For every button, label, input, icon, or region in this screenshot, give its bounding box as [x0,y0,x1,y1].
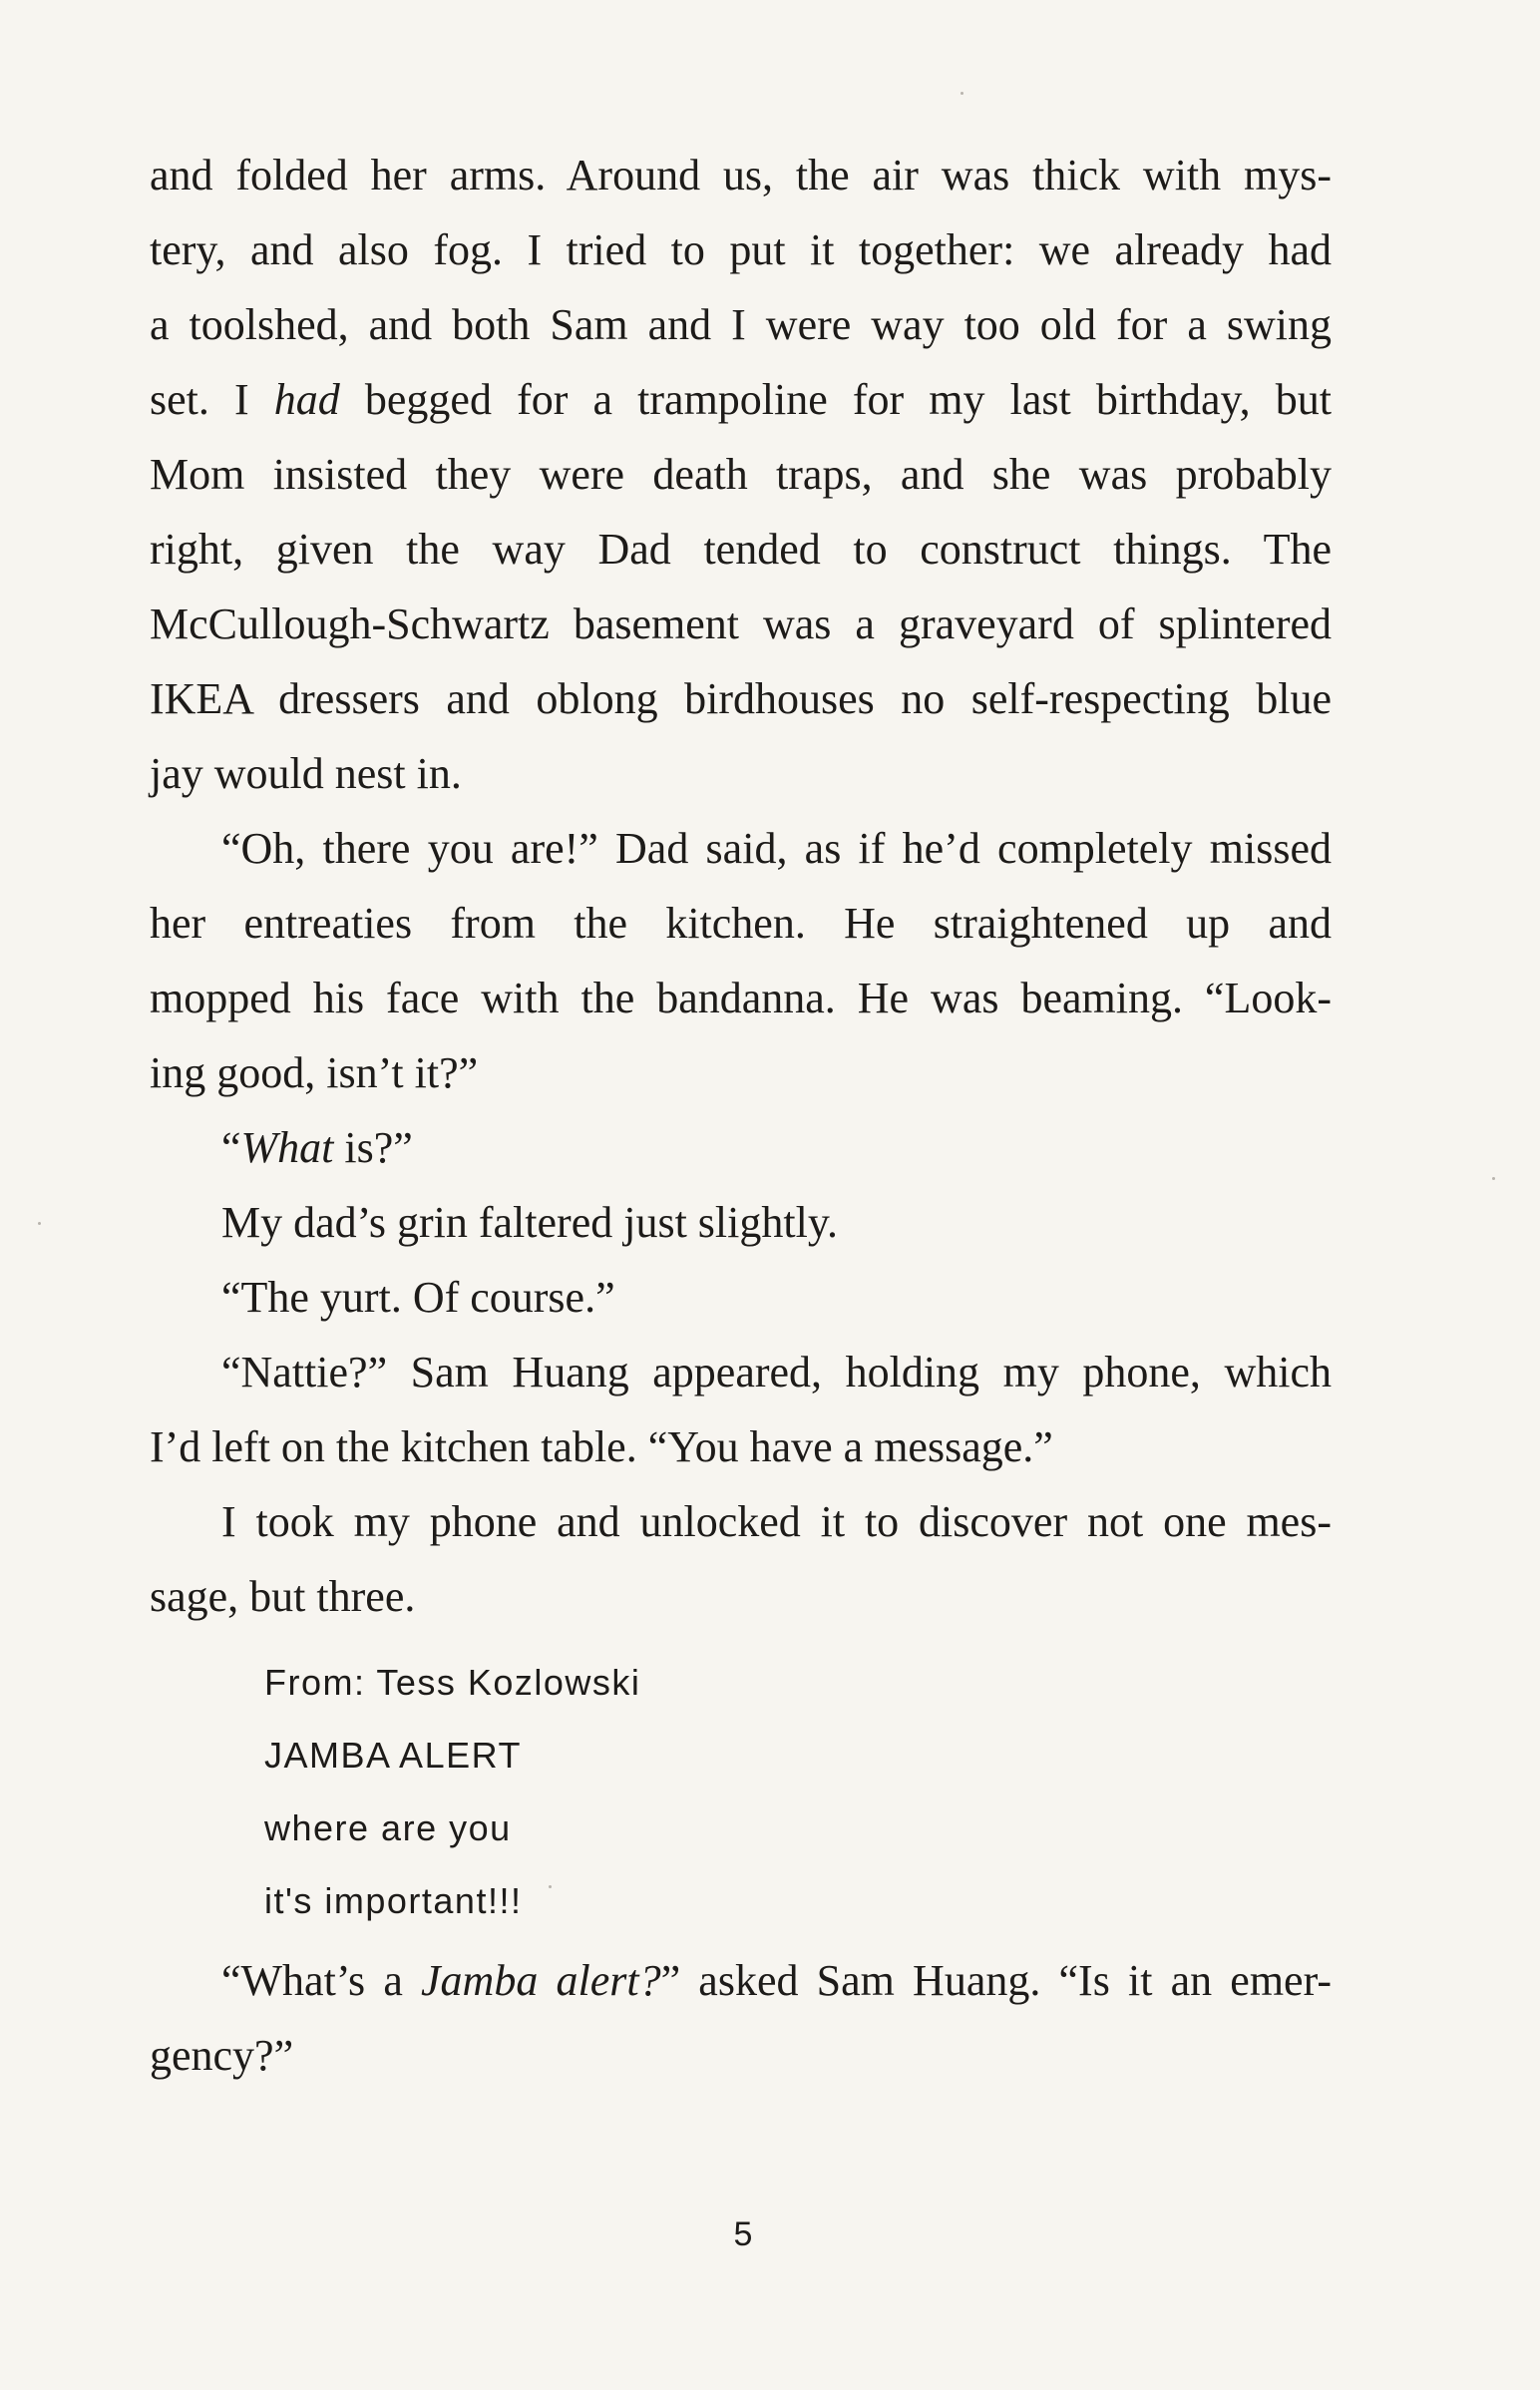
text-line: gency?” [150,2031,294,2080]
text-line: her entreaties from the kitchen. He straightened up and [150,899,1332,948]
text-line: mopped his face with the bandanna. He was beaming. “Look- [150,974,1332,1022]
text-line: jay would nest in. [150,749,462,798]
text-line: ing good, isn’t it?” [150,1048,479,1097]
message-line: JAMBA ALERT [264,1735,522,1776]
text-line: and folded her arms. Around us, the air was thick with mys- [150,151,1332,199]
message-sender: From: Tess Kozlowski [264,1662,641,1703]
text-line: IKEA dressers and oblong birdhouses no self-respecting blue [150,674,1332,723]
scan-speck [549,1885,552,1888]
text-line: “The yurt. Of course.” [221,1273,615,1322]
message-line: where are you [264,1807,512,1848]
text-line: tery, and also fog. I tried to put it together: we already had [150,225,1332,274]
text-line: My dad’s grin faltered just slightly. [221,1198,838,1247]
text-line: a toolshed, and both Sam and I were way too old for a swing [150,300,1332,349]
text-line: “What’s a Jamba alert?” asked Sam Huang. “Is it an emer- [221,1956,1332,2005]
text-line: “Nattie?” Sam Huang appeared, holding my phone, which [221,1348,1332,1396]
text-line: Mom insisted they were death traps, and she was probably [150,450,1332,499]
message-line: it's important!!! [264,1880,523,1921]
text-line: sage, but three. [150,1572,416,1621]
text-line: “What is?” [221,1123,413,1172]
scan-speck [961,92,963,95]
text-line: “Oh, there you are!” Dad said, as if he’d completely missed [221,824,1332,873]
scan-speck [1492,1177,1495,1180]
text-line: right, given the way Dad tended to construct things. The [150,525,1332,574]
text-line: McCullough-Schwartz basement was a graveyard of splintered [150,599,1332,648]
scan-speck [38,1222,41,1225]
page-number: 5 [733,2215,753,2253]
text-line: I took my phone and unlocked it to discover not one mes- [221,1497,1332,1546]
text-line: I’d left on the kitchen table. “You have a message.” [150,1422,1053,1471]
text-line: set. I had begged for a trampoline for my last birthday, but [150,375,1332,424]
